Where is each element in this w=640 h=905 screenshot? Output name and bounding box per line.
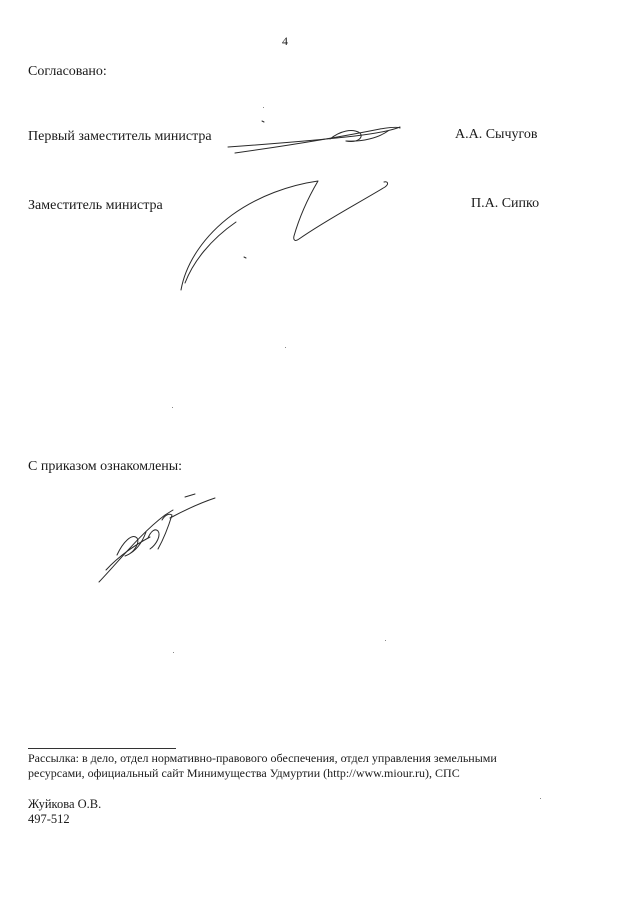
scan-speck [285, 347, 286, 348]
footnote-rule [28, 748, 176, 749]
approval-role-first-deputy: Первый заместитель министра [28, 129, 212, 144]
executor-name: Жуйкова О.В. [28, 797, 102, 811]
scan-speck [173, 652, 174, 653]
scan-speck [540, 798, 541, 799]
approval-name-sipko: П.А. Сипко [471, 196, 540, 211]
approval-name-sychugov: А.А. Сычугов [455, 127, 538, 142]
page-number: 4 [282, 34, 288, 48]
scan-speck [263, 107, 264, 108]
distribution-line-1: Рассылка: в дело, отдел нормативно-правового обеспечения, отдел управления земельными [28, 751, 497, 765]
scan-speck [385, 640, 386, 641]
distribution-line-2: ресурсами, официальный сайт Минимущества Удмуртии (http://www.miour.ru), СПС [28, 766, 460, 780]
distribution-list [28, 751, 564, 781]
executor-phone: 497-512 [28, 812, 70, 826]
approval-role-deputy: Заместитель министра [28, 198, 163, 213]
approved-label: Согласовано: [28, 64, 107, 79]
scan-speck [172, 407, 173, 408]
acquainted-label: С приказом ознакомлены: [28, 459, 183, 474]
